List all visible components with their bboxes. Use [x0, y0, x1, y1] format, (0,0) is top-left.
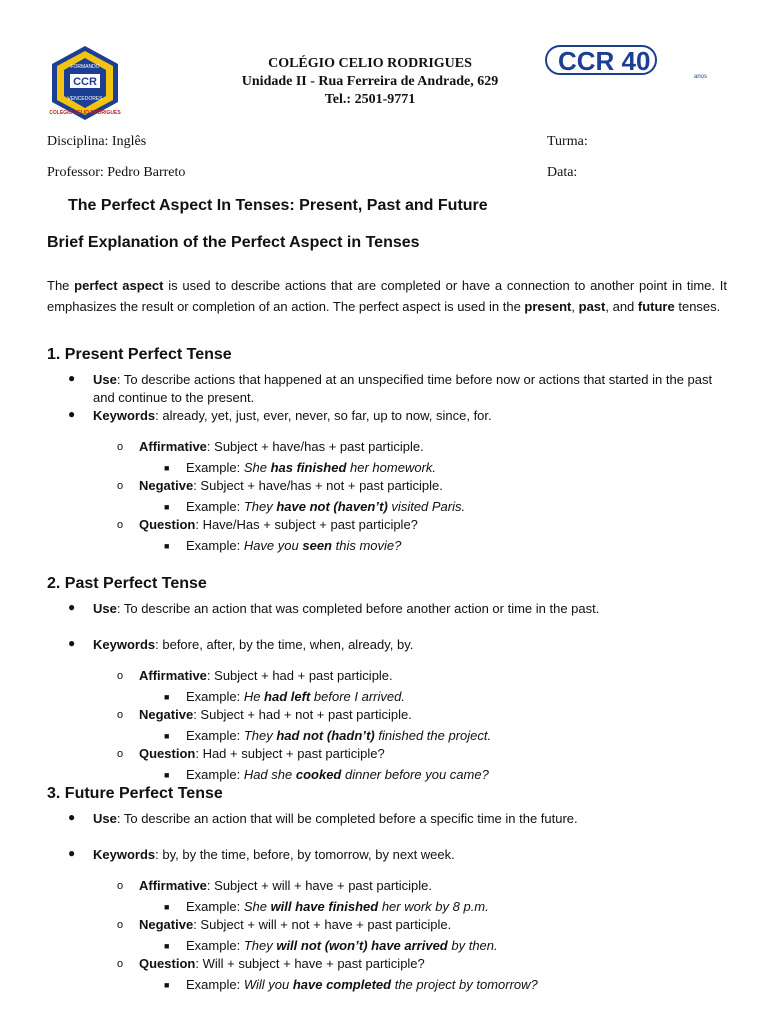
discipline-field: Disciplina: Inglês: [47, 134, 147, 149]
example-line: [186, 538, 401, 553]
example-line: [186, 499, 465, 514]
keywords-label: Keywords: [93, 637, 156, 652]
example-text: her work by 8 p.m.: [378, 899, 489, 914]
example-text: dinner before you came?: [341, 767, 489, 782]
use-bullet: [93, 371, 733, 407]
example-text: She: [243, 460, 271, 475]
keywords-bullet: [93, 636, 733, 654]
form-label: Negative: [139, 917, 194, 932]
section-heading: 2. Past Perfect Tense: [47, 575, 207, 592]
bullet-icon: ●: [68, 810, 76, 824]
circle-bullet-icon: o: [117, 670, 124, 682]
keywords-label: Keywords: [93, 408, 156, 423]
form-affirmative: [139, 439, 424, 454]
circle-bullet-icon: o: [117, 709, 124, 721]
logo-top-text: FORMANDO: [70, 64, 100, 70]
example-line: [186, 728, 491, 743]
keywords-bullet: [93, 407, 733, 425]
section-heading: 3. Future Perfect Tense: [47, 785, 223, 802]
circle-bullet-icon: o: [117, 958, 124, 970]
example-prefix: Example:: [186, 938, 244, 953]
use-text: : To describe actions that happened at an unspecified time before now or actions that started in the past and continue to the present.: [93, 372, 713, 405]
logo-mid-text: CCR: [73, 76, 97, 88]
form-question: [139, 746, 385, 761]
example-verb: have not (haven’t): [276, 499, 388, 514]
form-negative: [139, 478, 443, 493]
example-text: finished the project.: [374, 728, 492, 743]
example-verb: had not (hadn’t): [276, 728, 375, 743]
square-bullet-icon: ■: [164, 541, 170, 551]
circle-bullet-icon: o: [117, 919, 124, 931]
teacher-field: Professor: Pedro Barreto: [47, 165, 186, 180]
form-question: [139, 956, 425, 971]
example-line: [186, 938, 498, 953]
example-text: her homework.: [346, 460, 437, 475]
example-prefix: Example:: [186, 499, 244, 514]
document-title: The Perfect Aspect In Tenses: Present, Past and Future: [68, 197, 488, 214]
circle-bullet-icon: o: [117, 480, 124, 492]
example-prefix: Example:: [186, 767, 244, 782]
example-line: [186, 899, 489, 914]
example-text: Have you: [243, 538, 303, 553]
use-label: Use: [93, 372, 117, 387]
bullet-icon: ●: [68, 407, 76, 421]
square-bullet-icon: ■: [164, 902, 170, 912]
example-text: Had she: [243, 767, 296, 782]
keywords-text: : before, after, by the time, when, already, by.: [155, 637, 414, 652]
example-prefix: Example:: [186, 728, 244, 743]
form-label: Question: [139, 517, 196, 532]
use-bullet: [93, 600, 733, 618]
example-text: She: [243, 899, 271, 914]
section-heading: 1. Present Perfect Tense: [47, 346, 232, 363]
square-bullet-icon: ■: [164, 502, 170, 512]
example-text: He: [243, 689, 265, 704]
example-text: by then.: [447, 938, 498, 953]
form-label: Question: [139, 956, 196, 971]
school-name: COLÉGIO CELIO RODRIGUES: [268, 56, 472, 71]
example-prefix: Example:: [186, 977, 244, 992]
example-text: They: [243, 728, 277, 743]
example-verb: have completed: [292, 977, 392, 992]
use-label: Use: [93, 811, 117, 826]
square-bullet-icon: ■: [164, 692, 170, 702]
example-text: They: [243, 499, 277, 514]
circle-bullet-icon: o: [117, 880, 124, 892]
form-affirmative: [139, 878, 432, 893]
logo-caption: COLÉGIO CELIO RODRIGUES: [49, 110, 121, 116]
use-label: Use: [93, 601, 117, 616]
bullet-icon: ●: [68, 600, 76, 614]
school-phone: Tel.: 2501-9771: [324, 92, 416, 107]
square-bullet-icon: ■: [164, 980, 170, 990]
square-bullet-icon: ■: [164, 770, 170, 780]
example-prefix: Example:: [186, 689, 244, 704]
intro-paragraph: The perfect aspect is used to describe actions that are completed or have a connection to another point in time. It emphasizes the result or completion of an action. The perfect aspect is used in the present, past, and future tenses.: [47, 278, 727, 314]
form-affirmative: [139, 668, 393, 683]
keywords-label: Keywords: [93, 847, 156, 862]
circle-bullet-icon: o: [117, 519, 124, 531]
bullet-icon: ●: [68, 636, 76, 650]
form-question: [139, 517, 418, 532]
square-bullet-icon: ■: [164, 941, 170, 951]
example-verb: had left: [264, 689, 311, 704]
class-field: Turma:: [547, 134, 588, 149]
form-rule: : Subject + had + not + past participle.: [193, 707, 412, 722]
example-text: They: [243, 938, 277, 953]
intro-heading: Brief Explanation of the Perfect Aspect in Tenses: [47, 234, 420, 251]
example-text: this movie?: [332, 538, 402, 553]
date-field: Data:: [547, 165, 578, 180]
form-rule: : Had + subject + past participle?: [195, 746, 385, 761]
square-bullet-icon: ■: [164, 731, 170, 741]
example-verb: seen: [302, 538, 332, 553]
example-line: [186, 767, 489, 782]
form-rule: : Subject + have/has + past participle.: [206, 439, 424, 454]
example-prefix: Example:: [186, 899, 244, 914]
circle-bullet-icon: o: [117, 748, 124, 760]
example-text: Will you: [243, 977, 293, 992]
example-verb: cooked: [295, 767, 342, 782]
form-label: Negative: [139, 478, 194, 493]
form-rule: : Subject + had + past participle.: [206, 668, 393, 683]
form-label: Question: [139, 746, 196, 761]
example-text: the project by tomorrow?: [391, 977, 538, 992]
square-bullet-icon: ■: [164, 463, 170, 473]
form-label: Affirmative: [139, 668, 207, 683]
example-line: [186, 977, 538, 992]
form-rule: : Have/Has + subject + past participle?: [195, 517, 418, 532]
form-negative: [139, 707, 412, 722]
form-label: Negative: [139, 707, 194, 722]
example-line: [186, 460, 436, 475]
form-label: Affirmative: [139, 878, 207, 893]
form-negative: [139, 917, 451, 932]
bullet-icon: ●: [68, 371, 76, 385]
keywords-text: : already, yet, just, ever, never, so far, up to now, since, for.: [155, 408, 492, 423]
keywords-text: : by, by the time, before, by tomorrow, by next week.: [155, 847, 455, 862]
use-text: : To describe an action that was completed before another action or time in the past.: [116, 601, 600, 616]
example-text: before I arrived.: [310, 689, 405, 704]
example-text: visited Paris.: [387, 499, 466, 514]
circle-bullet-icon: o: [117, 441, 124, 453]
use-bullet: [93, 810, 733, 828]
example-verb: will have finished: [270, 899, 379, 914]
bullet-icon: ●: [68, 846, 76, 860]
school-logo-left: [48, 44, 122, 122]
example-prefix: Example:: [186, 460, 244, 475]
form-rule: : Subject + will + have + past participle.: [206, 878, 433, 893]
form-rule: : Will + subject + have + past participle?: [195, 956, 425, 971]
example-line: [186, 689, 405, 704]
form-rule: : Subject + have/has + not + past participle.: [193, 478, 443, 493]
keywords-bullet: [93, 846, 733, 864]
logo-right-text: CCR 40: [558, 46, 651, 76]
logo-bottom-text: VENCEDORES: [67, 96, 103, 102]
example-verb: has finished: [270, 460, 347, 475]
example-prefix: Example:: [186, 538, 244, 553]
logo-right-sub: anos: [694, 74, 708, 80]
form-label: Affirmative: [139, 439, 207, 454]
example-verb: will not (won’t) have arrived: [276, 938, 448, 953]
form-rule: : Subject + will + not + have + past participle.: [193, 917, 452, 932]
school-address: Unidade II - Rua Ferreira de Andrade, 629: [241, 74, 499, 89]
use-text: : To describe an action that will be completed before a specific time in the future.: [116, 811, 578, 826]
